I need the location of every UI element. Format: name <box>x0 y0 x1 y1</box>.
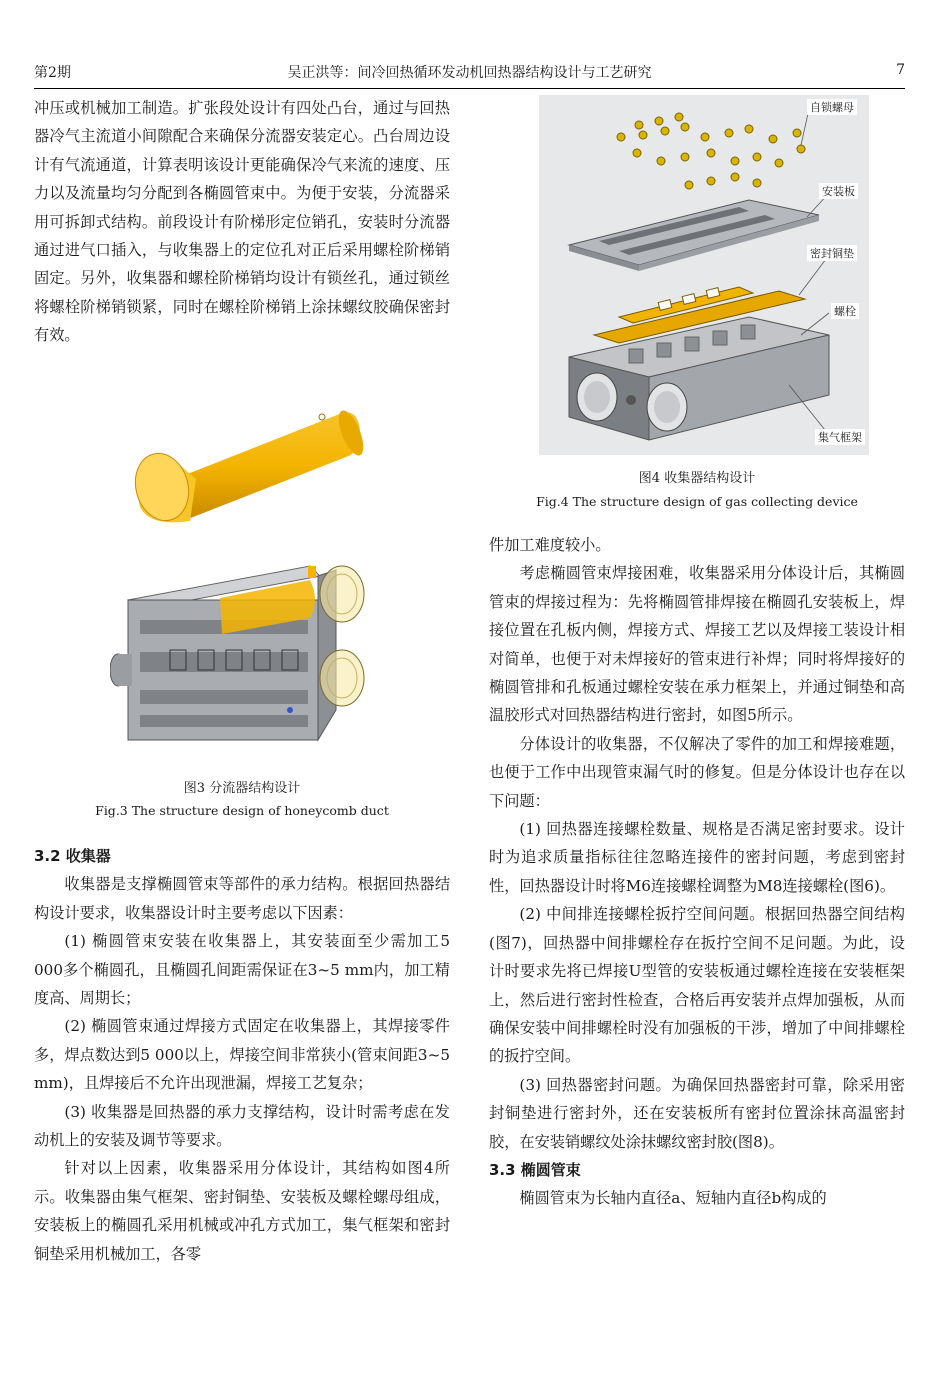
left-column-top <box>34 94 450 350</box>
figure-4-caption-en: Fig.4 The structure design of gas collecting device <box>536 494 858 509</box>
figure-3 <box>110 395 400 775</box>
figure-3-caption-cn: 图3 分流器结构设计 <box>183 781 301 796</box>
label-mounting-plate: 安装板 <box>819 183 858 199</box>
page-number: 7 <box>896 62 905 78</box>
figure-4 <box>539 95 869 455</box>
paragraph: 针对以上因素，收集器采用分体设计，其结构如图4所示。收集器由集气框架、密封铜垫、安装板及螺栓螺母组成，安装板上的椭圆孔采用机械或冲孔方式加工，集气框架和密封铜垫采用机械加工，各零 <box>34 1159 450 1263</box>
paragraph: 冲压或机械加工制造。扩张段处设计有四处凸台，通过与回热器冷气主流道小间隙配合来确保分流器安装定心。凸台周边设计有气流通道，计算表明该设计更能确保冷气来流的速度、压力以及流量均匀分配到各椭圆管束中。为便于安装，分流器采用可拆卸式结构。前段设计有阶梯形定位销孔，安装时分流器通过进气口插入，与收集器上的定位孔对正后采用螺栓阶梯销固定。另外，收集器和螺栓阶梯销均设计有锁丝孔，通过锁丝将螺栓阶梯销锁紧，同时在螺栓阶梯销上涂抹螺纹胶确保密封有效。 <box>34 99 450 345</box>
collector-box <box>110 566 364 740</box>
paragraph: 件加工难度较小。 <box>489 536 611 554</box>
paragraph: (1) 回热器连接螺栓数量、规格是否满足密封要求。设计时为追求质量指标往往忽略连接件的密封问题，考虑到密封性，回热器设计时将M6连接螺栓调整为M8连接螺栓(图6)。 <box>489 820 905 895</box>
label-copper-gasket: 密封铜垫 <box>807 245 857 261</box>
section-heading-3-2: 3.2 收集器 <box>34 847 111 865</box>
label-bolt: 螺栓 <box>831 303 859 319</box>
right-column <box>489 531 905 1213</box>
figure-4-caption-cn: 图4 收集器结构设计 <box>638 471 756 486</box>
label-self-locking-nut: 自锁螺母 <box>807 99 857 115</box>
gas-collector-exploded-illustration <box>539 95 869 455</box>
honeycomb-duct-illustration <box>110 395 400 775</box>
paragraph: (2) 中间排连接螺栓扳拧空间问题。根据回热器空间结构(图7)，回热器中间排螺栓存在扳拧空间不足问题。为此，设计时要求先将已焊接U型管的安装板通过螺栓连接在安装框架上，然后进行密封性检查，合格后再安装并点焊加强板，从而确保安装中间排螺栓时没有加强板的干涉，增加了中间排螺栓的扳拧空间。 <box>489 905 905 1066</box>
left-column-bottom <box>34 842 450 1268</box>
paragraph: 分体设计的收集器，不仅解决了零件的加工和焊接难题，也便于工作中出现管束漏气时的修复。但是分体设计也存在以下问题： <box>489 734 905 810</box>
paragraph: 考虑椭圆管束焊接困难，收集器采用分体设计后，其椭圆管束的焊接过程为：先将椭圆管排焊接在椭圆孔安装板上，焊接位置在孔板内侧，焊接方式、焊接工艺以及焊接工装设计相对简单，也便于对未焊接好的管束进行补焊；同时将焊接好的椭圆管排和孔板通过螺栓安装在承力框架上，并通过铜垫和高温胶形式对回热器结构进行密封，如图5所示。 <box>489 564 905 725</box>
section-heading-3-3: 3.3 椭圆管束 <box>489 1160 581 1179</box>
paragraph: (1) 椭圆管束安装在收集器上，其安装面至少需加工5 000多个椭圆孔，且椭圆孔间距需保证在3~5 mm内，加工精度高、周期长； <box>34 932 450 1008</box>
self-locking-nuts <box>617 113 805 189</box>
figure-3-caption-en: Fig.3 The structure design of honeycomb duct <box>95 803 389 818</box>
paragraph: (2) 椭圆管束通过焊接方式固定在收集器上，其焊接零件多，焊点数达到5 000以上，焊接空间非常狭小(管束间距3~5 mm)，且焊接后不允许出现泄漏，焊接工艺复杂； <box>34 1017 450 1093</box>
running-title: 吴正洪等：间冷回热循环发动机回热器结构设计与工艺研究 <box>287 65 652 81</box>
running-header <box>34 62 905 84</box>
header-rule <box>34 88 905 89</box>
paragraph: (3) 收集器是回热器的承力支撑结构，设计时需考虑在发动机上的安装及调节等要求。 <box>34 1102 450 1150</box>
paragraph: 椭圆管束为长轴内直径a、短轴内直径b构成的 <box>519 1189 827 1208</box>
paragraph: (3) 回热器密封问题。为确保回热器密封可靠，除采用密封铜垫进行密封外，还在安装板所有密封位置涂抹高温密封胶，在安装销螺纹处涂抹螺纹密封胶(图8)。 <box>489 1075 905 1151</box>
issue-number: 第2期 <box>34 65 71 81</box>
duct-part <box>128 407 368 526</box>
label-gas-collecting-frame: 集气框架 <box>815 429 865 445</box>
paragraph: 收集器是支撑椭圆管束等部件的承力结构。根据回热器结构设计要求，收集器设计时主要考虑以下因素： <box>34 875 450 922</box>
